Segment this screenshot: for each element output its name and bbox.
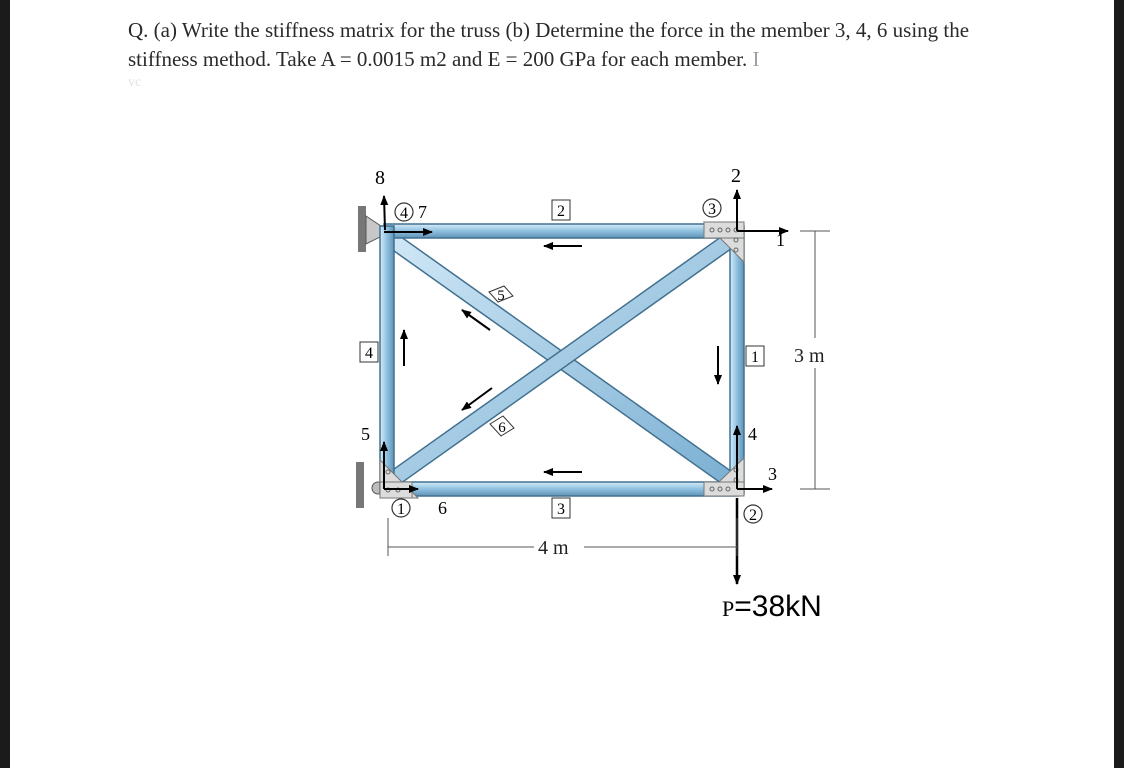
member-2-top-chord (384, 224, 738, 238)
member-label-1 (746, 346, 764, 366)
dimension-width-label: 4 m (538, 537, 569, 559)
dof-label-7: 7 (418, 202, 427, 222)
dimension-height-label: 3 m (794, 345, 825, 367)
svg-text:5: 5 (497, 288, 505, 304)
svg-text:6: 6 (498, 420, 506, 436)
svg-text:2: 2 (557, 203, 565, 220)
question-line-2-faded: I (747, 47, 760, 71)
svg-text:4: 4 (400, 205, 408, 222)
load-value: =38kN (734, 590, 822, 623)
question-line-1: Q. (a) Write the stiffness matrix for the truss (b) Determine the force in the member 3, 4, 6 using the (128, 18, 970, 42)
dof-label-4: 4 (748, 424, 757, 444)
svg-text:3: 3 (557, 501, 565, 518)
svg-text:3: 3 (708, 201, 716, 218)
member-4-left-post (380, 226, 394, 494)
node-label-2 (744, 505, 762, 524)
member-label-3 (552, 498, 570, 518)
load-label (722, 590, 822, 624)
dof-label-1: 1 (776, 230, 785, 250)
svg-text:2: 2 (749, 507, 757, 524)
dof-label-3: 3 (768, 464, 777, 484)
dof-label-2: 2 (731, 165, 741, 187)
load-symbol: P (722, 596, 735, 621)
dof-label-8: 8 (375, 167, 385, 189)
svg-text:1: 1 (397, 501, 405, 518)
node-label-3 (703, 199, 721, 218)
svg-text:1: 1 (751, 349, 759, 366)
node-label-1 (392, 499, 410, 518)
member-label-4 (360, 342, 378, 362)
member-3-bottom-chord (384, 482, 738, 496)
question-line-3-faded: vc (128, 75, 142, 90)
dof-8-arrow (384, 196, 385, 230)
dimension-width (388, 518, 737, 559)
member-label-6 (490, 416, 514, 436)
dof-label-6: 6 (438, 498, 447, 518)
dimension-height (794, 231, 830, 489)
member-label-2 (552, 200, 570, 220)
question-line-2-text: stiffness method. Take A = 0.0015 m2 and E = 200 GPa for each member. (128, 47, 748, 71)
node-label-4 (395, 203, 413, 222)
svg-text:4: 4 (365, 345, 373, 362)
dof-label-5: 5 (361, 424, 370, 444)
